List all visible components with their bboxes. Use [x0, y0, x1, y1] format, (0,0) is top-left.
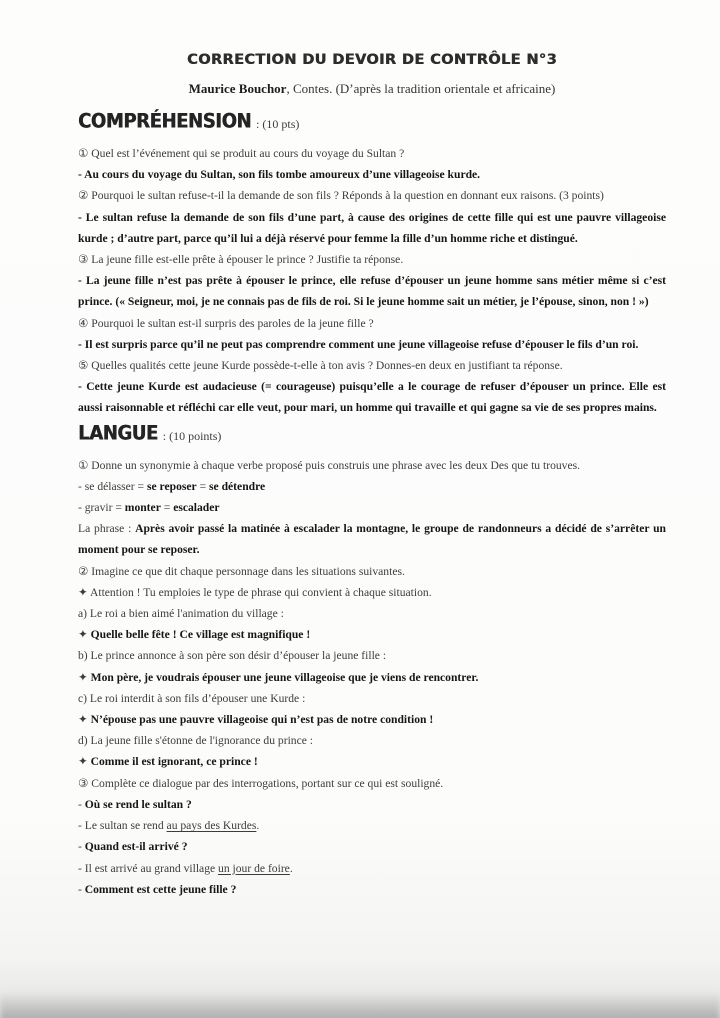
question-text: - gravir = [78, 501, 125, 515]
comprehension-text-line [78, 207, 666, 249]
langue-text-line [78, 709, 666, 730]
underlined-text: un jour de foire [218, 861, 290, 875]
langue-text-line [78, 773, 666, 794]
question-text: ✦ [78, 713, 91, 727]
langue-text-line [78, 645, 666, 666]
answer-text: se reposer [147, 479, 197, 493]
question-text: a) Le roi a bien aimé l'animation du village : [78, 607, 284, 621]
comprehension-text-line [78, 355, 666, 376]
question-text: - Le sultan se rend [78, 819, 167, 833]
question-text: - [78, 882, 85, 896]
question-text: ✦ [78, 628, 91, 642]
langue-body [78, 455, 666, 900]
langue-text-line [78, 751, 666, 772]
comprehension-text-line [78, 185, 666, 206]
comprehension-text-line [78, 249, 666, 270]
comprehension-heading-label: COMPRÉHENSION [78, 110, 252, 133]
question-text: ✦ Attention ! Tu emploies le type de phrase qui convient à chaque situation. [78, 585, 432, 599]
question-text: . [256, 819, 260, 833]
answer-text: Comment est cette jeune fille ? [84, 882, 237, 896]
langue-text-line [78, 858, 666, 879]
answer-text: Quelle belle fête ! Ce village est magnifique ! [90, 628, 311, 642]
question-text: = [196, 479, 210, 493]
question-text: ① Donne un synonymie à chaque verbe proposé puis construis une phrase avec les deux Des que tu trouves. [78, 458, 581, 472]
subtitle-text: , Contes. (D’après la tradition orientale et africaine) [286, 81, 556, 96]
question-text: ② Imagine ce que dit chaque personnage dans les situations suivantes. [78, 564, 405, 578]
langue-heading-label: LANGUE [78, 421, 158, 445]
answer-text: Quand est-il arrivé ? [84, 840, 188, 854]
question-text: c) Le roi interdit à son fils d’épouser une Kurde : [78, 691, 306, 705]
question-text: ② Pourquoi le sultan refuse-t-il la demande de son fils ? Réponds à la question en donnant eux raisons. (3 points) [78, 189, 604, 203]
answer-text: Après avoir passé la matinée à escalader la montagne, le groupe de randonneurs a décidé de s’arrêter un moment pour se reposer. [78, 522, 666, 557]
question-text: - se délasser = [78, 479, 147, 493]
answer-text: N’épouse pas une pauvre villageoise qui n’est pas de notre condition ! [90, 713, 434, 727]
question-text: - Il est arrivé au grand village [78, 861, 219, 875]
langue-text-line [78, 836, 666, 857]
question-text: ✦ [78, 670, 91, 684]
question-text: ④ Pourquoi le sultan est-il surpris des paroles de la jeune fille ? [78, 316, 374, 330]
question-text: ⑤ Quelles qualités cette jeune Kurde possède-t-elle à ton avis ? Donnes-en deux en justifiant ta réponse. [78, 359, 563, 373]
langue-text-line [78, 667, 666, 688]
answer-text: escalader [173, 501, 220, 515]
question-text: ③ Complète ce dialogue par des interrogations, portant sur ce qui est souligné. [78, 776, 444, 790]
comprehension-text-line [78, 164, 666, 185]
answer-text: se détendre [209, 479, 266, 493]
answer-text: - Cette jeune Kurde est audacieuse (= courageuse) puisqu’elle a le courage de refuser d’épouser un prince. Elle est aussi raisonnable et réfléchi car elle veut, pour mari, un homme qui travaille et qui gagne sa vie de ses propres mains. [78, 380, 666, 415]
comprehension-text-line [78, 143, 666, 164]
answer-text: - Le sultan refuse la demande de son fils d’une part, à cause des origines de cette fille qui est une pauvre villageoise kurde ; d’autre part, parce qu’il lui a déjà réservé pour femme la fille d’un homme riche et distingué. [78, 210, 666, 245]
langue-text-line [78, 561, 666, 582]
langue-points-label: : (10 points) [162, 428, 222, 443]
langue-text-line [78, 455, 666, 476]
question-text: b) Le prince annonce à son père son désir d’épouser la jeune fille : [78, 649, 387, 663]
comprehension-text-line [78, 313, 666, 334]
langue-text-line [78, 476, 666, 497]
langue-text-line [78, 879, 666, 900]
langue-text-line [78, 730, 666, 751]
answer-text: - Il est surpris parce qu’il ne peut pas comprendre comment une jeune villageoise refuse d’épouser le fils d’un roi. [78, 337, 639, 351]
comprehension-text-line [78, 376, 666, 418]
question-text: = [160, 501, 174, 515]
question-text: - [78, 840, 85, 854]
answer-text: - Au cours du voyage du Sultan, son fils tombe amoureux d’une villageoise kurde. [78, 168, 481, 182]
langue-text-line [78, 603, 666, 624]
comprehension-text-line [78, 270, 666, 312]
question-text: ③ La jeune fille est-elle prête à épouser le prince ? Justifie ta réponse. [78, 253, 404, 267]
document-title: CORRECTION DU DEVOIR DE CONTRÔLE N°3 [187, 52, 557, 68]
answer-text: monter [124, 501, 161, 515]
answer-text: Mon père, je voudrais épouser une jeune villageoise que je viens de rencontrer. [90, 670, 479, 684]
answer-text: Comme il est ignorant, ce prince ! [90, 755, 258, 769]
section-heading-langue [78, 423, 666, 448]
question-text: ✦ [78, 755, 91, 769]
answer-text: Où se rend le sultan ? [84, 797, 192, 811]
langue-text-line [78, 794, 666, 815]
langue-text-line [78, 815, 666, 836]
answer-text: - La jeune fille n’est pas prête à épouser le prince, elle refuse d’épouser un jeune homme sans métier même si c’est prince. (« Seigneur, moi, je ne connais pas de fils de roi. Si le jeune homme sait un métier, je l’épouse, sinon, non ! ») [78, 274, 666, 309]
page-bottom-shadow [0, 992, 720, 1018]
langue-text-line [78, 582, 666, 603]
document-subtitle [78, 81, 666, 97]
question-text: ① Quel est l’événement qui se produit au cours du voyage du Sultan ? [78, 147, 405, 160]
question-text: . [289, 861, 293, 875]
langue-text-line [78, 624, 666, 645]
question-text: - [78, 797, 85, 811]
langue-text-line [78, 688, 666, 709]
langue-text-line [78, 497, 666, 518]
langue-text-line [78, 518, 666, 560]
question-text: La phrase : [78, 522, 136, 536]
underlined-text: au pays des Kurdes [166, 819, 257, 833]
comprehension-body [78, 143, 666, 419]
author-name: Maurice Bouchor [188, 81, 287, 96]
section-heading-comprehension [78, 111, 666, 136]
question-text: d) La jeune fille s'étonne de l'ignorance du prince : [78, 734, 313, 748]
comprehension-text-line [78, 334, 666, 355]
comprehension-points-label: : (10 pts) [256, 117, 300, 131]
